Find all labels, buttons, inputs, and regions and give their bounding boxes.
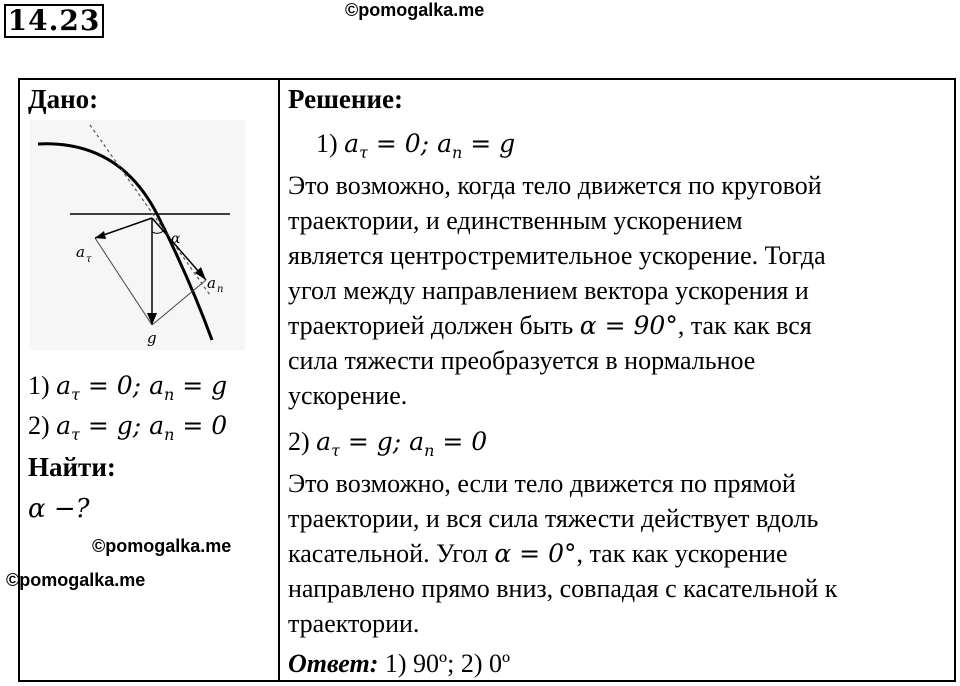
find-value: α −? [28, 494, 90, 524]
a-tau-sub-label: τ [86, 254, 92, 265]
solution-paragraph-2: Это возможно, если тело движется по прямой траектории, и вся сила тяжести действует вдоль касательной. Угол α = 0°, так как ускорение направлено прямо вниз, совпадая с касательной к траектории. [288, 469, 838, 638]
watermark-given: ©pomogalka.me [92, 536, 232, 556]
watermark-bottom: ©pomogalka.me [6, 570, 146, 590]
solution-case-2: 2) $a_\tau = g$; $a_n = 0$ [288, 427, 488, 460]
given-heading: Дано: [28, 84, 99, 114]
problem-number: 14.23 [4, 4, 104, 38]
solution-heading: Решение: [288, 84, 403, 114]
a-tau-label: a [76, 243, 85, 261]
answer [288, 646, 510, 681]
solution-table [18, 78, 956, 682]
solution-case-1: 1) $a_\tau = 0$; $a_n = g$ [316, 129, 516, 162]
alpha-label: α [171, 231, 181, 247]
solution-column [279, 79, 955, 681]
given-case-1: 1) $a_\tau = 0$; $a_n = g$ [28, 371, 228, 404]
trajectory-figure [30, 120, 245, 350]
a-n-sub-label: n [217, 284, 224, 295]
find-heading: Найти: [28, 452, 116, 482]
solution-paragraph-1: Это возможно, когда тело движется по круговой траектории, и единственным ускорением является центростремительное ускорение. Тогда угол между направлением вектора ускорения и траекторией должен быть α = 90°, так как вся сила тяжести преобразуется в нормальное ускорение. [288, 171, 826, 410]
answer-value: 1) 90º; 2) 0º [378, 649, 511, 678]
watermark-top: ©pomogalka.me [345, 0, 485, 20]
g-label: g [147, 329, 157, 347]
given-case-2: 2) $a_\tau = g$; $a_n = 0$ [28, 411, 228, 444]
a-n-label: a [207, 274, 216, 292]
answer-label: Ответ: [288, 649, 379, 678]
